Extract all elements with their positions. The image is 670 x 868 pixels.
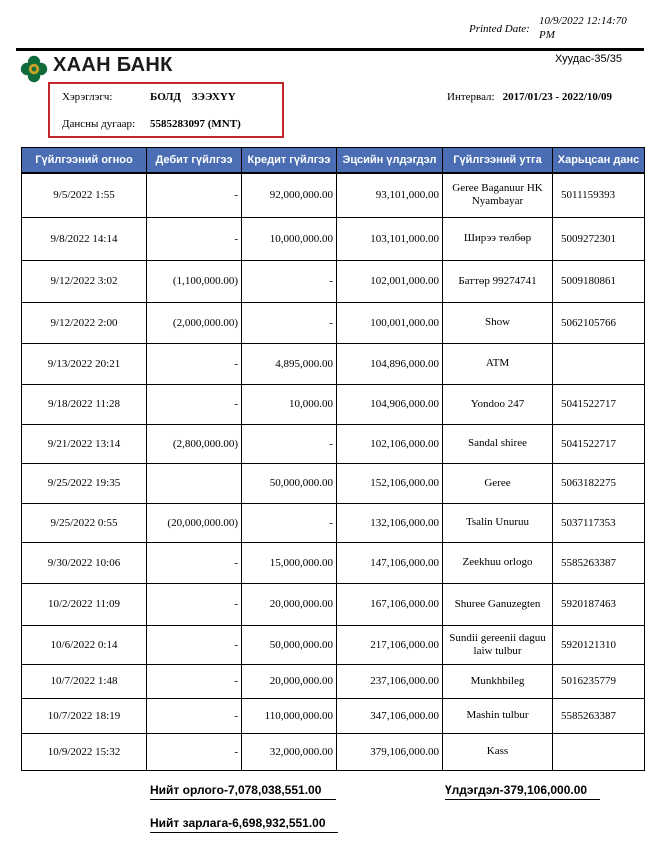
table-cell-credit: 110,000,000.00: [242, 698, 337, 733]
table-cell-description: Sundii gereenii daguu laiw tulbur: [443, 625, 553, 664]
table-cell-description: Ширээ төлбөр: [443, 217, 553, 260]
table-row: [22, 583, 645, 625]
table-row: [22, 503, 645, 542]
table-cell-debit: (2,800,000.00): [147, 424, 242, 463]
table-row: [22, 698, 645, 733]
table-cell-account: 5063182275: [553, 463, 645, 503]
table-cell-debit: -: [147, 384, 242, 424]
table-cell-debit: -: [147, 698, 242, 733]
closing-balance: Үлдэгдэл-379,106,000.00: [445, 783, 600, 800]
customer-name-value: БОЛД ЗЭЭХҮҮ: [150, 91, 236, 103]
column-header-account: Харьцсан данс: [553, 148, 645, 174]
table-cell-credit: 20,000,000.00: [242, 583, 337, 625]
table-cell-account: [553, 733, 645, 770]
table-cell-credit: 4,895,000.00: [242, 343, 337, 384]
table-cell-debit: -: [147, 625, 242, 664]
interval-value: 2017/01/23 - 2022/10/09: [502, 91, 612, 103]
statement-interval: [447, 91, 612, 103]
table-cell-date: 9/18/2022 11:28: [22, 384, 147, 424]
table-cell-credit: 32,000,000.00: [242, 733, 337, 770]
table-cell-date: 9/8/2022 14:14: [22, 217, 147, 260]
table-row: [22, 625, 645, 664]
table-cell-credit: -: [242, 503, 337, 542]
table-cell-account: 5062105766: [553, 302, 645, 343]
table-cell-date: 10/2/2022 11:09: [22, 583, 147, 625]
table-cell-balance: 104,896,000.00: [337, 343, 443, 384]
column-header-date: Гүйлгээний огноо: [22, 148, 147, 174]
table-row: [22, 664, 645, 698]
table-cell-account: 5041522717: [553, 424, 645, 463]
table-row: [22, 733, 645, 770]
table-cell-account: 5585263387: [553, 698, 645, 733]
table-cell-date: 9/12/2022 2:00: [22, 302, 147, 343]
column-header-debit: Дебит гүйлгээ: [147, 148, 242, 174]
table-row: [22, 384, 645, 424]
table-cell-balance: 347,106,000.00: [337, 698, 443, 733]
table-cell-credit: -: [242, 302, 337, 343]
table-cell-date: 9/21/2022 13:14: [22, 424, 147, 463]
table-row: [22, 217, 645, 260]
table-cell-debit: -: [147, 733, 242, 770]
column-header-balance: Эцсийн үлдэгдэл: [337, 148, 443, 174]
table-cell-credit: -: [242, 424, 337, 463]
table-cell-date: 9/25/2022 0:55: [22, 503, 147, 542]
table-cell-description: Yondoo 247: [443, 384, 553, 424]
table-cell-balance: 102,001,000.00: [337, 260, 443, 302]
table-cell-date: 9/25/2022 19:35: [22, 463, 147, 503]
table-cell-balance: 102,106,000.00: [337, 424, 443, 463]
khan-bank-logo-icon: [20, 55, 48, 83]
column-header-description: Гүйлгээний утга: [443, 148, 553, 174]
table-cell-date: 9/30/2022 10:06: [22, 542, 147, 583]
table-cell-balance: 167,106,000.00: [337, 583, 443, 625]
table-cell-credit: 50,000,000.00: [242, 463, 337, 503]
table-cell-account: [553, 343, 645, 384]
table-cell-description: Show: [443, 302, 553, 343]
table-cell-date: 10/6/2022 0:14: [22, 625, 147, 664]
table-cell-balance: 132,106,000.00: [337, 503, 443, 542]
table-cell-debit: (1,100,000.00): [147, 260, 242, 302]
table-cell-debit: -: [147, 542, 242, 583]
table-cell-description: Zeekhuu orlogo: [443, 542, 553, 583]
account-number-value: 5585283097 (MNT): [150, 118, 241, 130]
table-cell-date: 9/13/2022 20:21: [22, 343, 147, 384]
table-cell-date: 10/9/2022 15:32: [22, 733, 147, 770]
table-cell-credit: 20,000,000.00: [242, 664, 337, 698]
total-expense: Нийт зарлага-6,698,932,551.00: [150, 816, 338, 833]
table-cell-description: Geree: [443, 463, 553, 503]
table-cell-account: 5011159393: [553, 173, 645, 217]
table-cell-date: 10/7/2022 18:19: [22, 698, 147, 733]
table-cell-balance: 237,106,000.00: [337, 664, 443, 698]
table-cell-date: 9/12/2022 3:02: [22, 260, 147, 302]
table-cell-debit: (2,000,000.00): [147, 302, 242, 343]
table-cell-account: 5009180861: [553, 260, 645, 302]
table-cell-account: 5920121310: [553, 625, 645, 664]
table-row: [22, 424, 645, 463]
table-cell-debit: -: [147, 343, 242, 384]
table-cell-credit: 10,000,000.00: [242, 217, 337, 260]
transactions-table: [21, 147, 645, 771]
column-header-credit: Кредит гүйлгээ: [242, 148, 337, 174]
table-cell-credit: 15,000,000.00: [242, 542, 337, 583]
table-cell-balance: 217,106,000.00: [337, 625, 443, 664]
table-cell-description: ATM: [443, 343, 553, 384]
table-row: [22, 173, 645, 217]
table-cell-balance: 93,101,000.00: [337, 173, 443, 217]
table-cell-credit: 92,000,000.00: [242, 173, 337, 217]
table-cell-date: 10/7/2022 1:48: [22, 664, 147, 698]
table-cell-date: 9/5/2022 1:55: [22, 173, 147, 217]
printed-date-value: 10/9/2022 12:14:70 PM: [539, 15, 627, 41]
table-cell-credit: 10,000.00: [242, 384, 337, 424]
table-cell-description: Sandal shiree: [443, 424, 553, 463]
table-cell-account: 5041522717: [553, 384, 645, 424]
table-cell-debit: [147, 463, 242, 503]
table-cell-credit: -: [242, 260, 337, 302]
interval-label: Интервал:: [447, 91, 495, 103]
bank-name: ХААН БАНК: [53, 54, 173, 76]
table-cell-description: Munkhbileg: [443, 664, 553, 698]
table-row: [22, 542, 645, 583]
table-cell-description: Shuree Ganuzegten: [443, 583, 553, 625]
table-cell-description: Mashin tulbur: [443, 698, 553, 733]
total-income: Нийт орлого-7,078,038,551.00: [150, 783, 336, 800]
table-cell-credit: 50,000,000.00: [242, 625, 337, 664]
header-rule: [16, 48, 644, 51]
table-cell-description: Geree Baganuur HK Nyambayar: [443, 173, 553, 217]
table-cell-account: 5920187463: [553, 583, 645, 625]
table-cell-debit: -: [147, 217, 242, 260]
table-cell-balance: 379,106,000.00: [337, 733, 443, 770]
table-cell-account: 5585263387: [553, 542, 645, 583]
table-cell-account: 5009272301: [553, 217, 645, 260]
table-row: [22, 302, 645, 343]
table-cell-description: Tsalin Unuruu: [443, 503, 553, 542]
table-cell-balance: 147,106,000.00: [337, 542, 443, 583]
table-cell-balance: 103,101,000.00: [337, 217, 443, 260]
customer-info-box: [48, 82, 284, 138]
table-row: [22, 343, 645, 384]
table-cell-account: 5016235779: [553, 664, 645, 698]
customer-name-label: Хэрэглэгч:: [62, 91, 113, 103]
table-cell-debit: -: [147, 664, 242, 698]
table-cell-account: 5037117353: [553, 503, 645, 542]
table-cell-debit: -: [147, 583, 242, 625]
table-header-row: [22, 148, 645, 174]
table-cell-balance: 100,001,000.00: [337, 302, 443, 343]
table-cell-balance: 152,106,000.00: [337, 463, 443, 503]
table-cell-debit: -: [147, 173, 242, 217]
table-cell-debit: (20,000,000.00): [147, 503, 242, 542]
table-row: [22, 463, 645, 503]
table-cell-description: Баттөр 99274741: [443, 260, 553, 302]
page-number: Хуудас-35/35: [555, 53, 622, 65]
table-cell-description: Kass: [443, 733, 553, 770]
table-row: [22, 260, 645, 302]
table-cell-balance: 104,906,000.00: [337, 384, 443, 424]
account-number-label: Дансны дугаар:: [62, 118, 136, 130]
printed-date-label: Printed Date:: [469, 23, 530, 35]
